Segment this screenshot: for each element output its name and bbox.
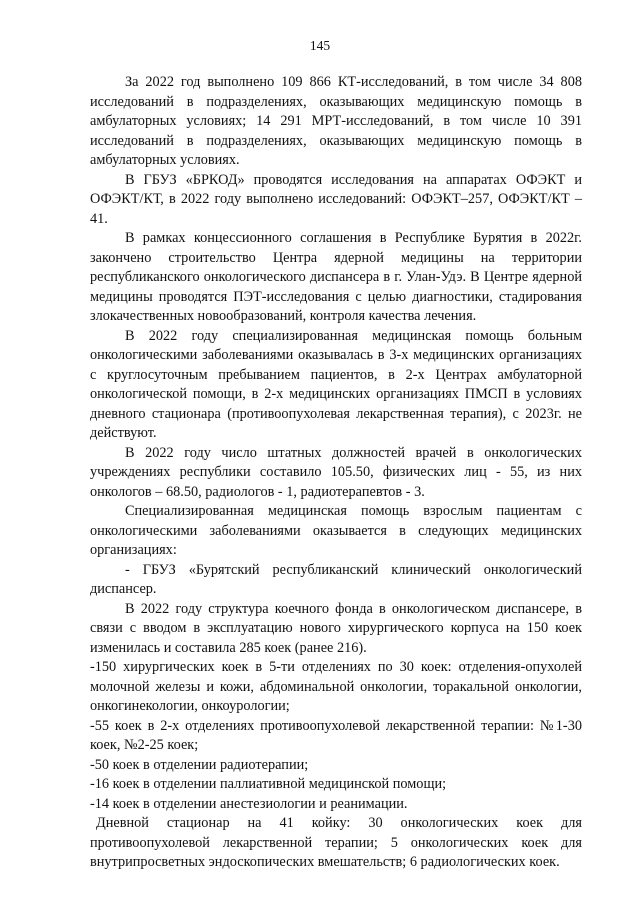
paragraph-organizations-intro: Специализированная медицинская помощь взрослым пациентам с онкологическими заболеваниями оказывается в следующих медицинских организациях: [90,503,582,558]
paragraph-spect-stats: В ГБУЗ «БРКОД» проводятся исследования на аппаратах ОФЭКТ и ОФЭКТ/КТ, в 2022 году выполнено исследований: ОФЭКТ–257, ОФЭКТ/КТ – 41. [90,171,582,227]
paragraph-day-hospital: Дневной стационар на 41 койку: 30 онкологических коек для противоопухолевой лекарственной терапии; 5 онкологических коек для внутрипросветных эндоскопических вмешательств; 6 радиологических коек. [90,815,582,870]
paragraph-organization-item: - ГБУЗ «Бурятский республиканский клинический онкологический диспансер. [90,561,582,597]
paragraph-staff-positions: В 2022 году число штатных должностей врачей в онкологических учреждениях республики составило 105.50, физических лиц - 55, из них онкологов – 68.50, радиологов - 1, радиотерапевтов - 3. [90,444,582,500]
paragraph-bed-fund-structure: В 2022 году структура коечного фонда в онкологическом диспансере, в связи с вводом в эксплуатацию нового хирургического корпуса на 150 коек изменилась и составила 285 коек (ранее 216). [90,600,582,656]
paragraph-ct-mri-stats: За 2022 год выполнено 109 866 КТ-исследований, в том числе 34 808 исследований в подразделениях, оказывающих медицинскую помощь в амбулаторных условиях; 14 291 МРТ-исследований, в том числе 10 391 исследований в подразделениях, оказывающих медицинскую помощь в амбулаторных условиях. [90,74,582,168]
list-item-anesthesiology-beds: -14 коек в отделении анестезиологии и реанимации. [90,795,408,812]
list-item-surgical-beds: -150 хирургических коек в 5-ти отделениях по 30 коек: отделения-опухолей молочной железы и кожи, абдоминальной онкологии, торакальной онкологии, онкогинекологии, онкоурологии; [90,659,582,714]
paragraph-specialized-care: В 2022 году специализированная медицинская помощь больным онкологическими заболеваниями оказывалась в 3-х медицинских организациях с круглосуточным пребыванием пациентов, в 2-х Центрах амбулаторной онкологической помощи, в 2-х медицинских организациях ПМСП в условиях дневного стационара (противоопухолевая лекарственная терапия), с 2023г. не действуют. [90,327,582,441]
list-item-drug-therapy-beds: -55 коек в 2-х отделениях противоопухолевой лекарственной терапии: №1-30 коек, №2-25 коек; [90,717,582,753]
list-item-radiotherapy-beds: -50 коек в отделении радиотерапии; [90,756,309,773]
list-item-palliative-beds: -16 коек в отделении паллиативной медицинской помощи; [90,776,447,792]
document-body [90,73,582,873]
paragraph-nuclear-medicine-center: В рамках концессионного соглашения в Республике Бурятия в 2022г. закончено строительство Центра ядерной медицины на территории республиканского онкологического диспансера в г. Улан-Удэ. В Центре ядерной медицины проводятся ПЭТ-исследования с целью диагностики, стадирования злокачественных новообразований, контроля качества лечения. [90,230,582,324]
page-number: 145 [309,38,331,53]
